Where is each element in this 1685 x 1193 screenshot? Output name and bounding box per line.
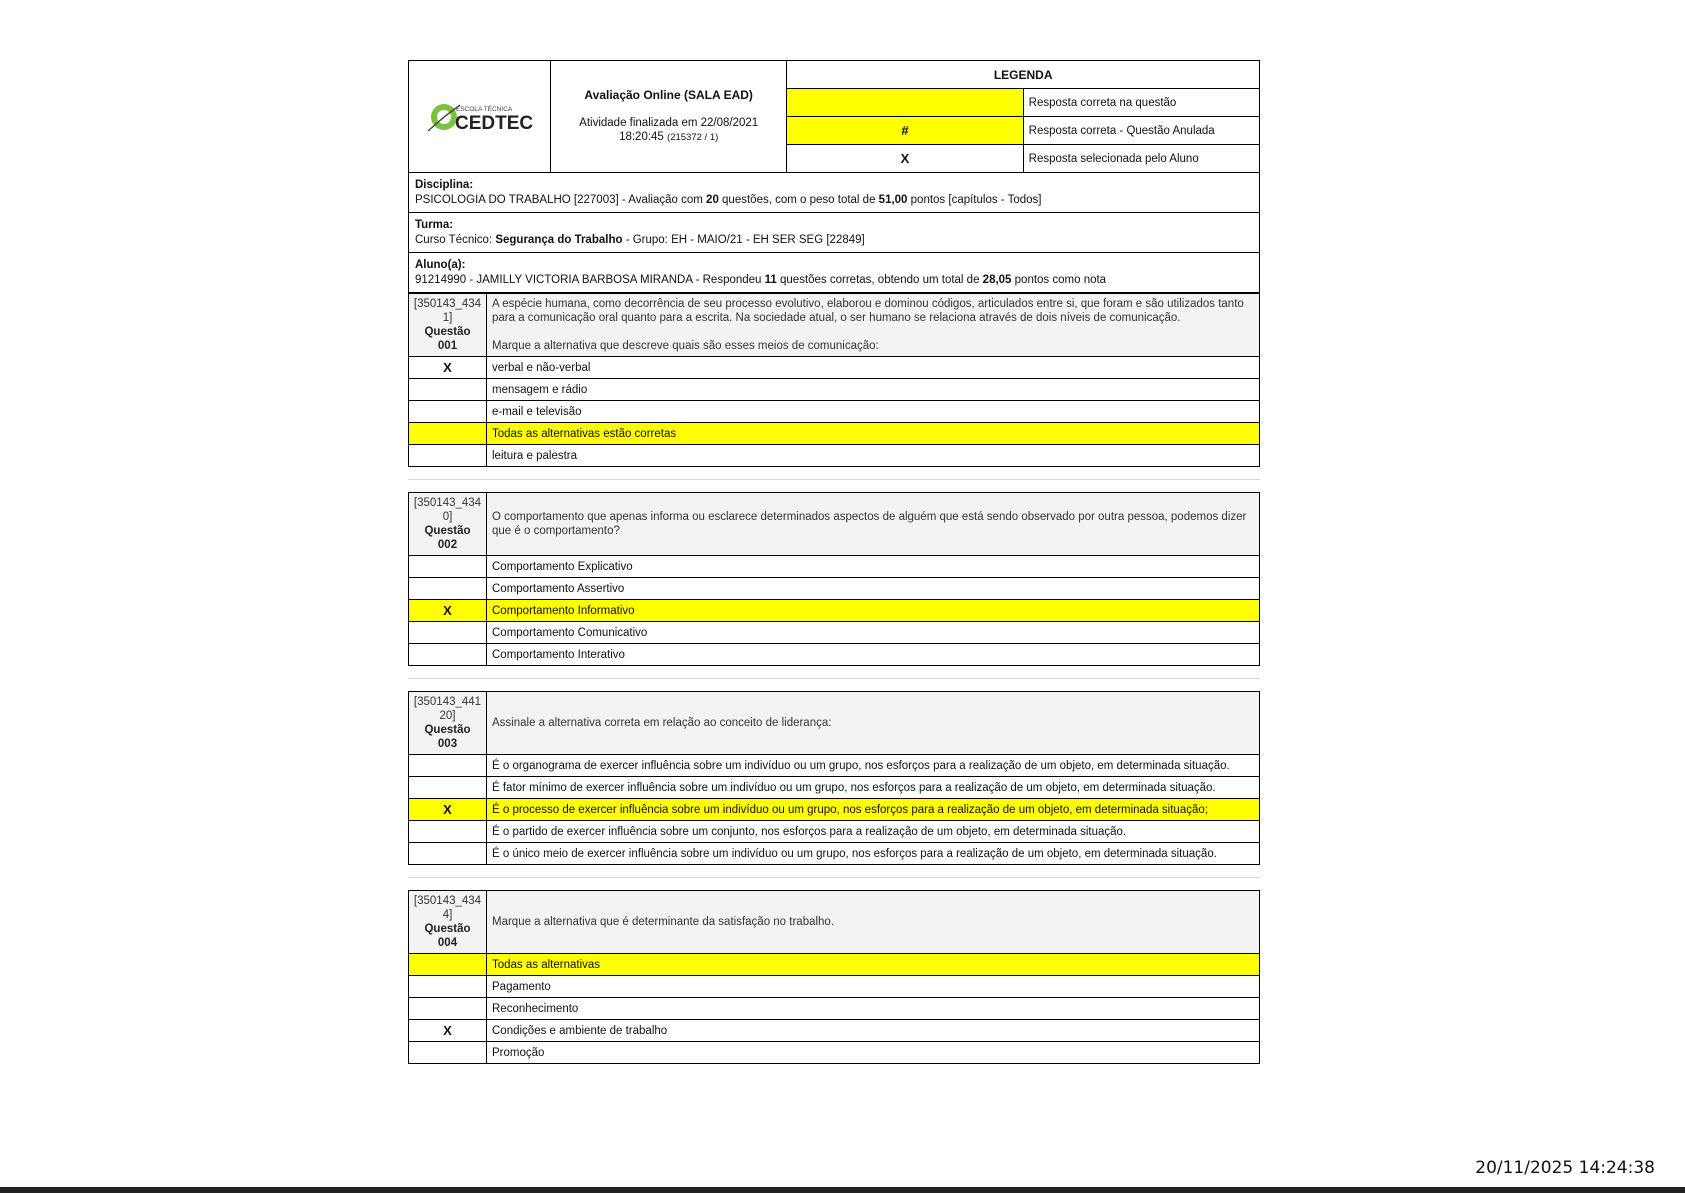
question-divider (408, 666, 1260, 679)
legend-mark-selected: X (787, 145, 1023, 173)
legend-text-selected: Resposta selecionada pelo Aluno (1023, 145, 1259, 173)
correct-option-row (409, 423, 1260, 445)
turma-label: Turma: (415, 219, 454, 231)
option-text: É o partido de exercer influência sobre um conjunto, nos esforços para a realização de um objeto, em determinada situação. (487, 821, 1260, 843)
option-mark (409, 998, 487, 1020)
option-mark (409, 755, 487, 777)
option-text: Promoção (487, 1042, 1260, 1064)
assessment-title: Avaliação Online (SALA EAD) (584, 88, 753, 102)
option-text: Comportamento Assertivo (487, 578, 1260, 600)
option-text: É o único meio de exercer influência sobre um indivíduo ou um grupo, nos esforços para a realização de um objeto, em determinada situação. (487, 843, 1260, 865)
option-mark: X (409, 600, 487, 622)
svg-text:CEDTEC: CEDTEC (454, 112, 533, 134)
question-divider (408, 865, 1260, 878)
question-divider (408, 467, 1260, 480)
aluno-section (408, 253, 1260, 294)
question-statement: O comportamento que apenas informa ou esclarece determinados aspectos de alguém que está sendo observado por outra pessoa, podemos dizer que é o comportamento? (487, 493, 1260, 556)
school-logo (409, 61, 551, 173)
option-text: Comportamento Interativo (487, 644, 1260, 666)
disciplina-section (408, 173, 1260, 213)
question-statement: Marque a alternativa que é determinante da satisfação no trabalho. (487, 891, 1260, 954)
question-number: [350143_441 20] Questão 003 (409, 692, 487, 755)
option-text: Comportamento Informativo (487, 600, 1260, 622)
option-text: Todas as alternativas (487, 954, 1260, 976)
correct-option-row (409, 954, 1260, 976)
question-001 (408, 293, 1260, 467)
print-timestamp: 20/11/2025 14:24:38 (1475, 1158, 1655, 1178)
option-mark (409, 578, 487, 600)
question-002 (408, 492, 1260, 666)
option-text: verbal e não-verbal (487, 357, 1260, 379)
option-mark (409, 954, 487, 976)
option-text: Comportamento Comunicativo (487, 622, 1260, 644)
option-mark (409, 622, 487, 644)
option-mark (409, 843, 487, 865)
option-mark: X (409, 1020, 487, 1042)
option-text: e-mail e televisão (487, 401, 1260, 423)
option-mark (409, 556, 487, 578)
option-mark (409, 644, 487, 666)
aluno-text: 91214990 - JAMILLY VICTORIA BARBOSA MIRANDA - Respondeu 11 questões corretas, obtendo um total de 28,05 pontos como nota (415, 274, 1107, 286)
disciplina-label: Disciplina: (415, 179, 474, 191)
option-text: mensagem e rádio (487, 379, 1260, 401)
option-text: É o processo de exercer influência sobre um indivíduo ou um grupo, nos esforços para a realização de um objeto, em determinada situação; (487, 799, 1260, 821)
legend-text-correct: Resposta correta na questão (1023, 89, 1259, 117)
question-statement: A espécie humana, como decorrência de seu processo evolutivo, elaborou e dominou códigos, articulados entre si, que foram e são utilizados tanto para a comunicação oral quanto para a escrita. Na sociedade atual, o ser humano se relaciona através de dois níveis de comunicação. Marque a alternativa que descreve quais são esses meios de comunicação: (487, 294, 1260, 357)
question-number: [350143_434 4] Questão 004 (409, 891, 487, 954)
option-mark (409, 445, 487, 467)
legend-swatch-annulled: # (787, 117, 1023, 145)
turma-text: Curso Técnico: Segurança do Trabalho - Grupo: EH - MAIO/21 - EH SER SEG [22849] (415, 234, 865, 246)
option-text: É o organograma de exercer influência sobre um indivíduo ou um grupo, nos esforços para a realização de um objeto, em determinada situação. (487, 755, 1260, 777)
aluno-label: Aluno(a): (415, 259, 466, 271)
option-mark (409, 777, 487, 799)
cedtec-logo-icon (420, 87, 540, 143)
header-table (408, 60, 1260, 173)
option-text: Condições e ambiente de trabalho (487, 1020, 1260, 1042)
svg-text:ESCOLA TÉCNICA: ESCOLA TÉCNICA (455, 105, 512, 113)
option-text: É fator mínimo de exercer influência sobre um indivíduo ou um grupo, nos esforços para a realização de um objeto, em determinada situação. (487, 777, 1260, 799)
option-text: Comportamento Explicativo (487, 556, 1260, 578)
legend-text-annulled: Resposta correta - Questão Anulada (1023, 117, 1259, 145)
correct-option-row (409, 799, 1260, 821)
option-mark (409, 379, 487, 401)
page-bottom-border (0, 1187, 1685, 1193)
finished-date: Atividade finalizada em 22/08/2021 18:20:45 (579, 117, 759, 143)
question-number: [350143_434 0] Questão 002 (409, 493, 487, 556)
option-mark: X (409, 799, 487, 821)
option-text: Pagamento (487, 976, 1260, 998)
finished-code: (215372 / 1) (667, 132, 719, 143)
option-mark (409, 1042, 487, 1064)
option-mark (409, 401, 487, 423)
option-mark: X (409, 357, 487, 379)
legend-title: LEGENDA (787, 61, 1260, 89)
option-text: Todas as alternativas estão corretas (487, 423, 1260, 445)
assessment-document (408, 60, 1260, 1064)
option-text: Reconhecimento (487, 998, 1260, 1020)
correct-option-row (409, 600, 1260, 622)
question-statement: Assinale a alternativa correta em relação ao conceito de liderança: (487, 692, 1260, 755)
option-text: leitura e palestra (487, 445, 1260, 467)
option-mark (409, 821, 487, 843)
question-number: [350143_434 1] Questão 001 (409, 294, 487, 357)
turma-section (408, 213, 1260, 253)
option-mark (409, 976, 487, 998)
question-004 (408, 890, 1260, 1064)
legend-swatch-correct (787, 89, 1023, 117)
assessment-title-block (551, 61, 787, 173)
question-003 (408, 691, 1260, 865)
disciplina-text: PSICOLOGIA DO TRABALHO [227003] - Avaliação com 20 questões, com o peso total de 51,00 pontos [capítulos - Todos] (415, 194, 1042, 206)
option-mark (409, 423, 487, 445)
